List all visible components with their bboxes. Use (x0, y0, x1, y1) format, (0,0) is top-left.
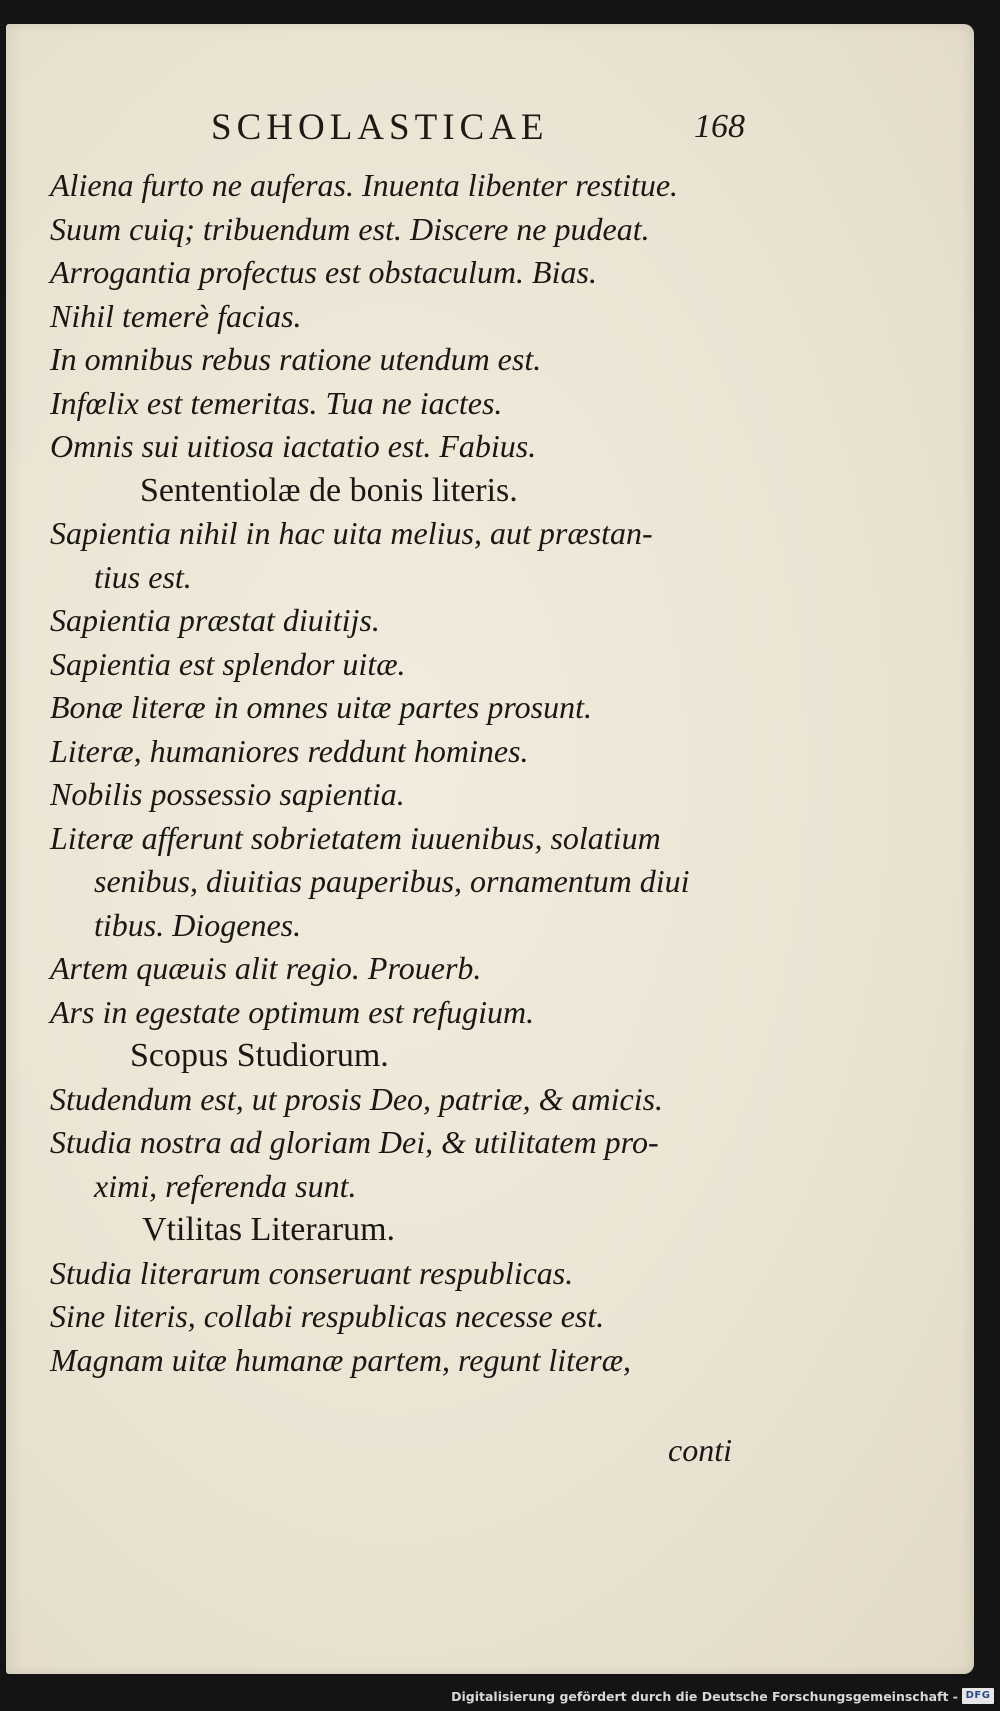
running-head (6, 106, 974, 156)
section-heading: Sententiolæ de bonis literis. (140, 471, 518, 509)
text-line: Literæ afferunt sobrietatem iuuenibus, solatium (50, 819, 661, 856)
text-line: tibus. Diogenes. (94, 906, 302, 943)
text-line: Aliena furto ne auferas. Inuenta libenter restitue. (50, 167, 679, 203)
text-line: Literæ, humaniores reddunt homines. (50, 732, 529, 769)
book-page (6, 24, 974, 1674)
text-line: Ars in egestate optimum est refugium. (50, 993, 535, 1030)
section-heading: Vtilitas Literarum. (142, 1211, 396, 1248)
text-line: Bonæ literæ in omnes uitæ partes prosunt. (50, 689, 592, 725)
text-line: Studia nostra ad gloriam Dei, & utilitatem pro- (50, 1124, 659, 1160)
text-line: senibus, diuitias pauperibus, ornamentum diui (94, 863, 690, 899)
text-line: Nobilis possessio sapientia. (50, 776, 405, 812)
text-line: Nihil temerè facias. (50, 297, 302, 334)
footer-bar (0, 1681, 1000, 1711)
text-line: Omnis sui uitiosa iactatio est. Fabius. (50, 428, 537, 464)
catchword: conti (668, 1432, 732, 1468)
text-line: Infœlix est temeritas. Tua ne iactes. (50, 384, 503, 421)
text-line: Sapientia præstat diuitijs. (50, 602, 380, 638)
text-line: ximi, referenda sunt. (94, 1167, 357, 1204)
text-line: In omnibus rebus ratione utendum est. (50, 341, 542, 377)
text-line: Suum cuiq; tribuendum est. Discere ne pudeat. (50, 210, 650, 247)
funding-credit: Digitalisierung gefördert durch die Deutsche Forschungsgemeinschaft - (451, 1689, 958, 1704)
text-line: Studia literarum conseruant respublicas. (50, 1254, 574, 1291)
section-heading: Scopus Studiorum. (130, 1037, 389, 1074)
text-line: Arrogantia profectus est obstaculum. Bias. (50, 254, 597, 290)
running-title: SCHOLASTICAE (211, 107, 549, 148)
text-line: Studendum est, ut prosis Deo, patriæ, & amicis. (50, 1080, 664, 1117)
text-line: tius est. (94, 558, 192, 595)
page-number: 168 (694, 108, 745, 145)
dfg-logo: DFG (962, 1688, 994, 1704)
text-block (50, 164, 770, 1382)
text-line: Magnam uitæ humanæ partem, regunt literæ, (50, 1341, 632, 1378)
text-line: Sapientia est splendor uitæ. (50, 645, 406, 682)
text-line: Sine literis, collabi respublicas necesse est. (50, 1298, 605, 1334)
text-line: Artem quæuis alit regio. Prouerb. (50, 950, 482, 986)
text-line: Sapientia nihil in hac uita melius, aut præstan- (50, 515, 653, 551)
